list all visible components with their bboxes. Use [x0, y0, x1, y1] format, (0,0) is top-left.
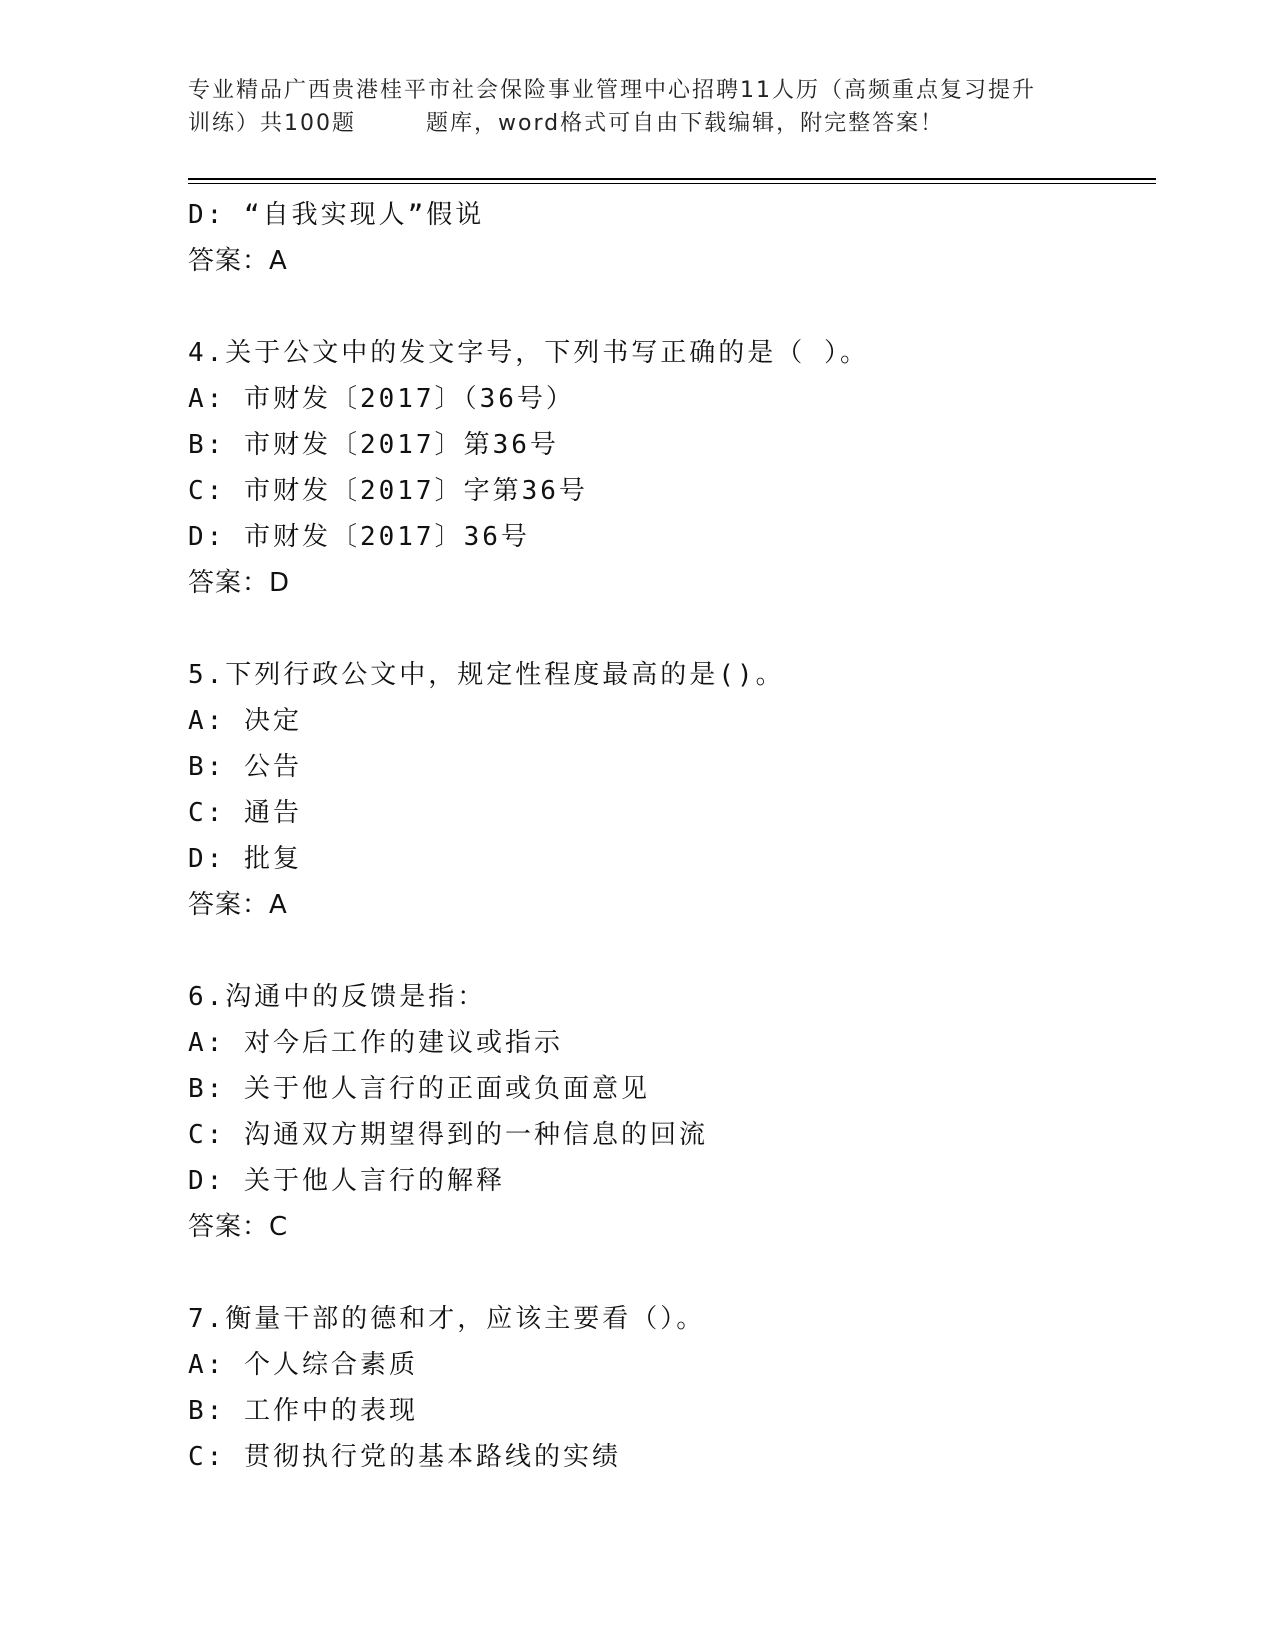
q6-answer: 答案：C — [188, 1212, 289, 1242]
q6-option-b: B: 关于他人言行的正面或负面意见 — [188, 1074, 650, 1104]
header-title-line1: 专业精品广西贵港桂平市社会保险事业管理中心招聘11人历（高频重点复习提升 — [188, 78, 1036, 103]
spacer — [188, 606, 1148, 652]
q7-option-a: A: 个人综合素质 — [188, 1350, 418, 1380]
q5-answer: 答案：A — [188, 890, 288, 920]
q3-option-d: D: “自我实现人”假说 — [188, 200, 485, 230]
header-title-line2-b: 题库，word格式可自由下载编辑，附完整答案！ — [426, 111, 945, 136]
header-title-line2 — [188, 107, 1088, 140]
spacer — [188, 284, 1148, 330]
q6-stem: 6.沟通中的反馈是指： — [188, 982, 487, 1012]
q4-option-c: C: 市财发〔2017〕字第36号 — [188, 476, 588, 506]
q5-option-d: D: 批复 — [188, 844, 302, 874]
q5-stem: 5.下列行政公文中，规定性程度最高的是()。 — [188, 660, 785, 690]
q6-option-c: C: 沟通双方期望得到的一种信息的回流 — [188, 1120, 708, 1150]
q4-option-d: D: 市财发〔2017〕36号 — [188, 522, 530, 552]
q5-option-a: A: 决定 — [188, 706, 302, 736]
document-header — [188, 74, 1088, 140]
q5-option-c: C: 通告 — [188, 798, 302, 828]
spacer — [188, 1250, 1148, 1296]
q7-option-b: B: 工作中的表现 — [188, 1396, 418, 1426]
q4-option-a: A: 市财发〔2017〕（36号） — [188, 384, 575, 414]
spacer — [188, 928, 1148, 974]
q4-stem: 4.关于公文中的发文字号，下列书写正确的是（ ）。 — [188, 338, 869, 368]
q7-option-c: C: 贯彻执行党的基本路线的实绩 — [188, 1442, 621, 1472]
header-divider-thin — [188, 183, 1156, 184]
q7-stem: 7.衡量干部的德和才，应该主要看（）。 — [188, 1304, 706, 1334]
header-divider-thick — [188, 178, 1156, 180]
question-list — [188, 192, 1148, 1480]
q5-option-b: B: 公告 — [188, 752, 302, 782]
header-title-line2-a: 训练）共100题 — [188, 111, 356, 136]
q6-option-a: A: 对今后工作的建议或指示 — [188, 1028, 563, 1058]
q4-answer: 答案：D — [188, 568, 291, 598]
q4-option-b: B: 市财发〔2017〕第36号 — [188, 430, 559, 460]
q3-answer: 答案：A — [188, 246, 288, 276]
q6-option-d: D: 关于他人言行的解释 — [188, 1166, 505, 1196]
